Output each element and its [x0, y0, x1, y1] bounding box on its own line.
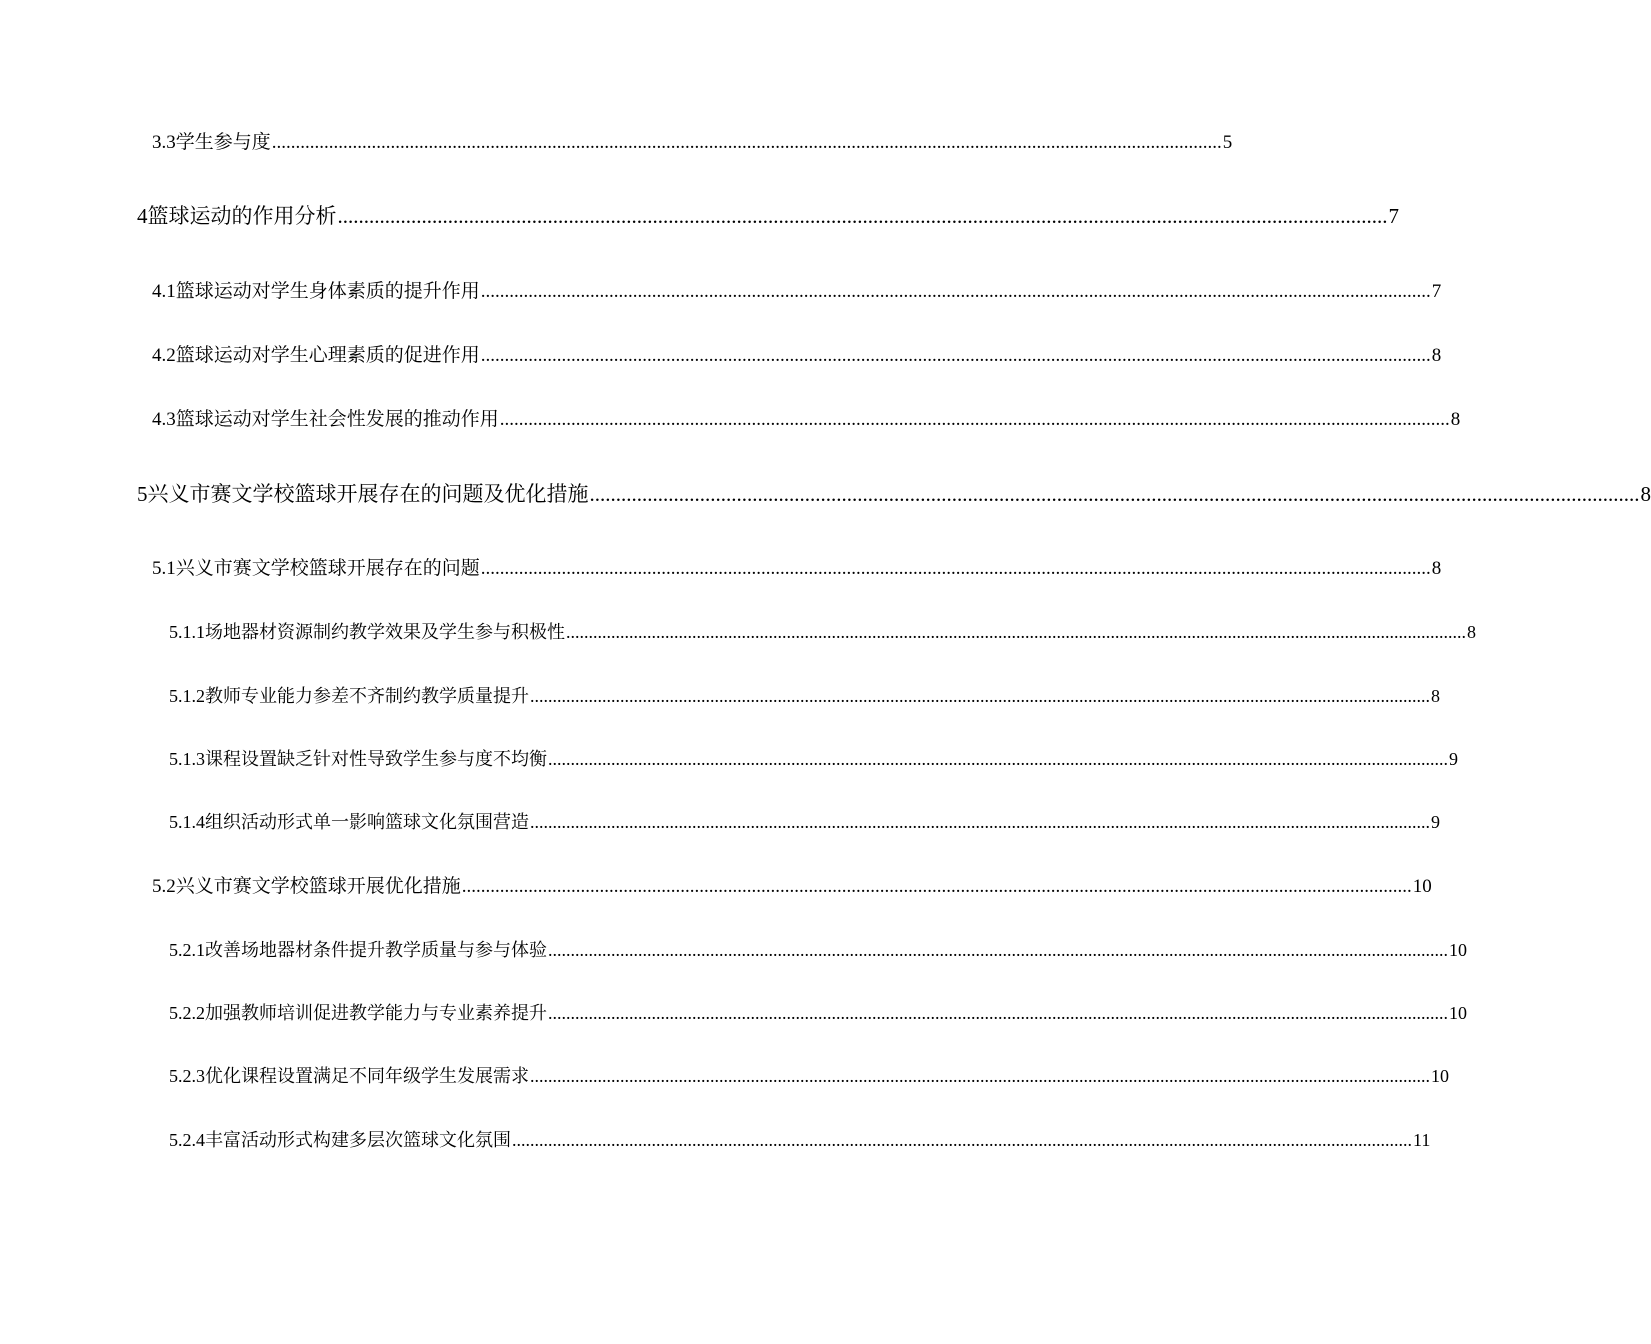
toc-entry-number: 3.3 [152, 132, 176, 153]
toc-entry-title: 组织活动形式单一影响篮球文化氛围营造 [205, 812, 529, 833]
toc-entry[interactable] [152, 127, 1233, 154]
toc-entry-title: 兴义市赛文学校篮球开展优化措施 [175, 875, 461, 897]
dot-leader: ........................................................................................................................................................................................................ [480, 345, 1431, 366]
dot-leader: ........................................................................................................................................................................................................ [271, 132, 1222, 153]
toc-entry-title: 课程设置缺乏针对性导致学生参与度不均衡 [205, 749, 547, 770]
toc-entry-number: 5.1.2 [169, 686, 205, 706]
toc-entry-page: 8 [1450, 409, 1461, 430]
toc-entry-title: 加强教师培训促进教学能力与专业素养提升 [205, 1003, 547, 1024]
toc-entry-title: 改善场地器材条件提升教学质量与参与体验 [205, 940, 547, 961]
toc-entry-page: 8 [1640, 482, 1651, 506]
toc-entry-page: 11 [1413, 1130, 1431, 1150]
toc-entry-number: 4.2 [152, 345, 176, 366]
toc-entry-page: 8 [1431, 686, 1440, 706]
toc-entry[interactable] [137, 478, 1651, 508]
toc-entry[interactable] [169, 745, 1458, 771]
toc-entry-title: 优化课程设置满足不同年级学生发展需求 [205, 1066, 529, 1087]
toc-entry[interactable] [152, 553, 1442, 580]
toc-entry[interactable] [169, 808, 1440, 834]
dot-leader: ........................................................................................................................................................................................................ [512, 1130, 1412, 1150]
toc-entry-page: 10 [1449, 1003, 1467, 1023]
toc-entry-page: 8 [1431, 345, 1442, 366]
dot-leader: ........................................................................................................................................................................................................ [589, 482, 1640, 506]
dot-leader: ........................................................................................................................................................................................................ [337, 204, 1388, 228]
toc-entry-number: 4.1 [152, 281, 176, 302]
toc-entry-page: 7 [1431, 281, 1442, 302]
toc-entry[interactable] [137, 200, 1399, 230]
dot-leader: ........................................................................................................................................................................................................ [530, 1066, 1430, 1086]
dot-leader: ........................................................................................................................................................................................................ [480, 281, 1431, 302]
toc-entry-title: 篮球运动对学生社会性发展的推动作用 [175, 408, 499, 430]
dot-leader: ........................................................................................................................................................................................................ [461, 876, 1412, 897]
toc-entry-title: 篮球运动对学生身体素质的提升作用 [175, 280, 480, 302]
toc-entry-title: 教师专业能力参差不齐制约教学质量提升 [205, 686, 529, 707]
toc-entry-number: 5.2.3 [169, 1066, 205, 1086]
toc-entry-page: 8 [1467, 622, 1476, 642]
toc-entry-page: 8 [1431, 558, 1442, 579]
toc-entry-number: 5.2.2 [169, 1003, 205, 1023]
toc-entry-title: 学生参与度 [175, 131, 271, 153]
dot-leader: ........................................................................................................................................................................................................ [499, 409, 1450, 430]
toc-entry-page: 10 [1431, 1066, 1449, 1086]
dot-leader: ........................................................................................................................................................................................................ [548, 1003, 1448, 1023]
toc-entry-number: 5.2 [152, 876, 176, 897]
toc-entry[interactable] [169, 618, 1476, 644]
toc-entry[interactable] [169, 1062, 1449, 1088]
toc-entry-page: 9 [1431, 812, 1440, 832]
dot-leader: ........................................................................................................................................................................................................ [530, 812, 1430, 832]
toc-entry-title: 篮球运动的作用分析 [147, 204, 337, 228]
toc-entry-page: 7 [1388, 204, 1399, 228]
toc-entry-page: 9 [1449, 749, 1458, 769]
dot-leader: ........................................................................................................................................................................................................ [548, 749, 1448, 769]
toc-entry-page: 10 [1412, 876, 1432, 897]
toc-entry[interactable] [169, 682, 1440, 708]
toc-entry-number: 5.2.1 [169, 940, 205, 960]
toc-entry[interactable] [169, 999, 1467, 1025]
toc-entry[interactable] [152, 340, 1442, 367]
toc-entry-page: 10 [1449, 940, 1467, 960]
toc-entry-title: 场地器材资源制约教学效果及学生参与积极性 [205, 622, 565, 643]
toc-entry-number: 4 [137, 204, 148, 228]
toc-entry-title: 兴义市赛文学校篮球开展存在的问题及优化措施 [147, 482, 589, 506]
toc-entry-title: 篮球运动对学生心理素质的促进作用 [175, 344, 480, 366]
toc-entry[interactable] [152, 276, 1442, 303]
toc-entry-title: 兴义市赛文学校篮球开展存在的问题 [175, 557, 480, 579]
toc-entry-page: 5 [1222, 132, 1233, 153]
toc-entry-title: 丰富活动形式构建多层次篮球文化氛围 [205, 1130, 511, 1151]
toc-entry[interactable] [169, 1126, 1431, 1152]
toc-entry-number: 5.1.3 [169, 749, 205, 769]
toc-entry[interactable] [152, 871, 1432, 898]
toc-entry-number: 5.1.1 [169, 622, 205, 642]
toc-entry[interactable] [169, 936, 1467, 962]
dot-leader: ........................................................................................................................................................................................................ [548, 940, 1448, 960]
toc-entry-number: 5.1.4 [169, 812, 205, 832]
toc-entry[interactable] [152, 404, 1461, 431]
toc-entry-number: 4.3 [152, 409, 176, 430]
toc-entry-number: 5 [137, 482, 148, 506]
toc-entry-number: 5.1 [152, 558, 176, 579]
toc-entry-number: 5.2.4 [169, 1130, 205, 1150]
dot-leader: ........................................................................................................................................................................................................ [566, 622, 1466, 642]
dot-leader: ........................................................................................................................................................................................................ [530, 686, 1430, 706]
dot-leader: ........................................................................................................................................................................................................ [480, 558, 1431, 579]
